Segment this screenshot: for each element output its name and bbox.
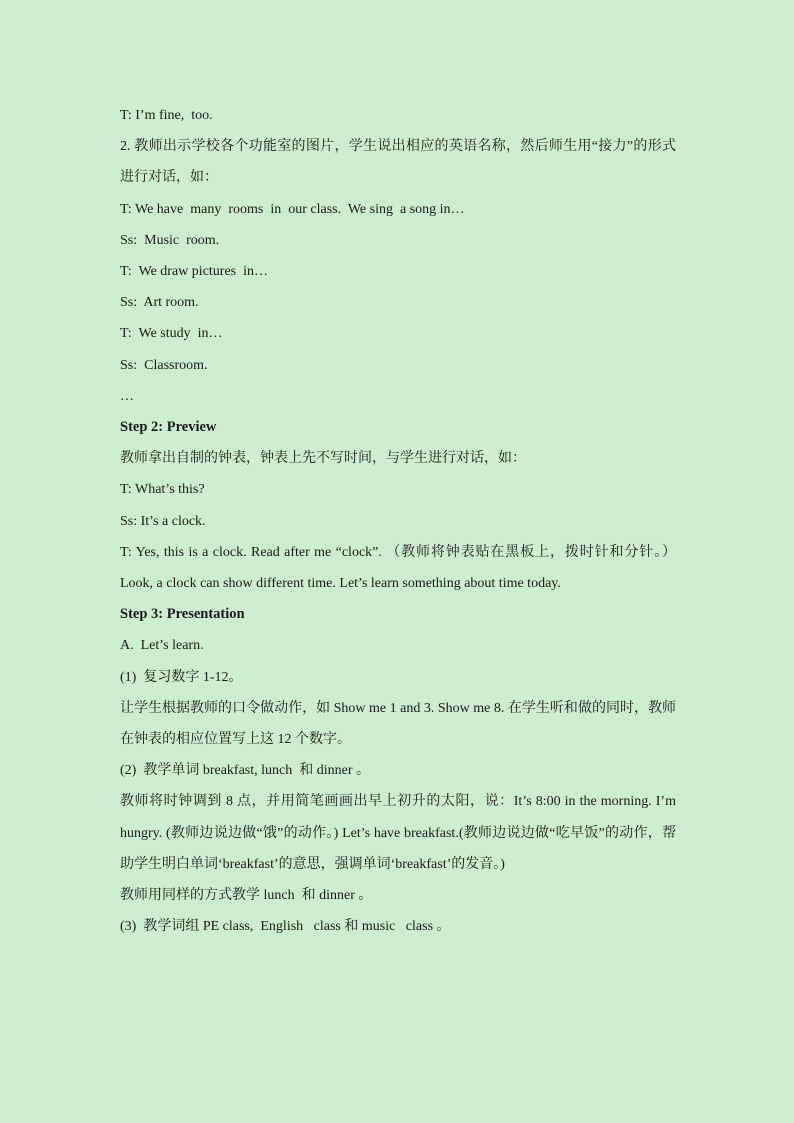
instruction-paragraph: 教师将时钟调到 8 点，并用简笔画画出早上初升的太阳，说：It’s 8:00 in the morning. I’m hungry. (教师边说边做“饿”的动作。) Let’s have breakfast.(教师边说边做“吃早饭”的动作，帮助学生明白单词‘breakfast’的意思，强调单词‘breakfast’的发音。) xyxy=(120,794,676,872)
instruction-line: 教师用同样的方式教学 lunch 和 dinner 。 xyxy=(120,888,373,904)
numbered-item: (2) 教学单词 breakfast, lunch 和 dinner 。 xyxy=(120,763,370,779)
dialogue-line: T: We study in… xyxy=(120,326,223,342)
dialogue-line: Ss: Music room. xyxy=(120,232,220,248)
dialogue-paragraph: T: Yes, this is a clock. Read after me “clock”. （教师将钟表贴在黑板上，拨时针和分针。）Look, a clock can show different time. Let’s learn something about time today. xyxy=(120,544,676,592)
document-page xyxy=(120,100,676,942)
numbered-item: (3) 教学词组 PE class, English class 和 music class 。 xyxy=(120,919,451,935)
step-heading: Step 3: Presentation xyxy=(120,606,245,623)
section-label: A. Let’s learn. xyxy=(120,638,204,654)
step-heading: Step 2: Preview xyxy=(120,419,217,436)
instruction-paragraph: 2. 教师出示学校各个功能室的图片，学生说出相应的英语名称，然后师生用“接力”的形式进行对话，如： xyxy=(120,139,676,186)
dialogue-line: T: We have many rooms in our class. We sing a song in… xyxy=(120,201,465,217)
dialogue-line: T: We draw pictures in… xyxy=(120,264,268,280)
dialogue-line: Ss: Art room. xyxy=(120,295,199,311)
dialogue-line: Ss: Classroom. xyxy=(120,357,208,373)
instruction-paragraph: 让学生根据教师的口令做动作，如 Show me 1 and 3. Show me 8. 在学生听和做的同时，教师在钟表的相应位置写上这 12 个数字。 xyxy=(120,700,676,748)
ellipsis-line: … xyxy=(120,388,134,404)
dialogue-line: T: I’m fine, too. xyxy=(120,108,213,123)
instruction-paragraph: 教师拿出自制的钟表，钟表上先不写时间，与学生进行对话，如： xyxy=(120,451,526,467)
dialogue-line: Ss: It’s a clock. xyxy=(120,513,206,529)
dialogue-line: T: What’s this? xyxy=(120,482,205,498)
numbered-item: (1) 复习数字 1-12。 xyxy=(120,669,243,685)
